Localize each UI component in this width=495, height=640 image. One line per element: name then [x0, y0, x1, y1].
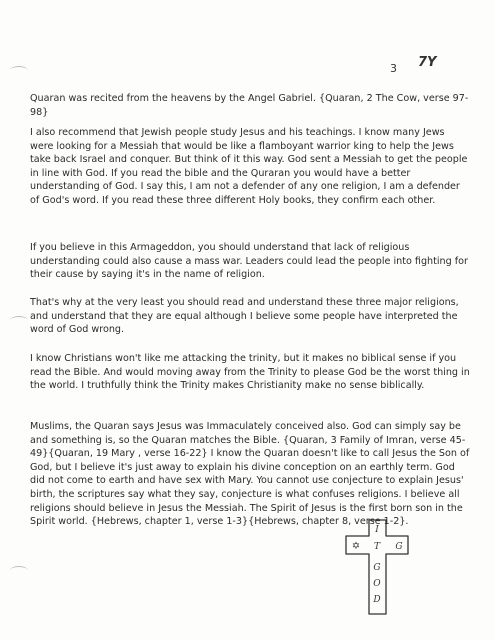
- paragraph: I know Christians won't like me attacking the trinity, but it makes no biblical sense if you read the Bible. And would moving away from the Trinity to please God be the worst thing in the world. I truthfully think the Trinity makes Christianity make no sense biblically.: [30, 353, 470, 392]
- punch-hole-mark: [10, 566, 28, 575]
- paragraph: Quaran was recited from the heavens by the Angel Gabriel. {Quaran, 2 The Cow, verse 97-98}: [30, 93, 469, 118]
- star-of-david-icon: ✡: [351, 541, 361, 552]
- page-number: 3: [390, 62, 397, 75]
- cross-letter-o: O: [373, 579, 381, 589]
- cross-letter-right: G: [395, 542, 403, 552]
- cross-letter-middle: T: [373, 542, 381, 552]
- paragraph: That's why at the very least you should read and understand these three major religions, and understand that they are equal although I believe some people have interpreted the word of God wrong.: [30, 297, 459, 336]
- hand-drawn-cross: [338, 516, 418, 616]
- punch-hole-mark: [10, 316, 28, 325]
- cross-letter-d: D: [373, 595, 381, 605]
- cross-letter-top: I: [375, 525, 379, 535]
- punch-hole-mark: [10, 66, 28, 75]
- paragraph: If you believe in this Armageddon, you should understand that lack of religious understanding could also cause a mass war. Leaders could lead the people into fighting for their cause by saying it's in the name of religion.: [30, 242, 468, 281]
- cross-letter-g: G: [373, 563, 381, 573]
- handwritten-page-annotation: 7Y: [418, 55, 437, 70]
- paragraph: Muslims, the Quaran says Jesus was Immaculately conceived also. God can simply say be and something is, so the Quaran matches the Bible. {Quaran, 3 Family of Imran, verse 45-49}{Quaran, 19 Mary , verse 16-22} I know the Quaran doesn't like to call Jesus the Son of God, but I believe it's just away to explain his divine conception on an earthly term. God did not come to earth and have sex with Mary. You cannot use conjecture to explain Jesus' birth, the scriptures say what they say, conjecture is what confuses religions. I believe all religions should believe in Jesus the Messiah. The Spirit of Jesus is the first born son in the Spirit world. {Hebrews, chapter 1, verse 1-3}{Hebrews, chapter 8, verse 1-2}.: [30, 421, 470, 528]
- paragraph: I also recommend that Jewish people study Jesus and his teachings. I know many Jews were looking for a Messiah that would be like a flamboyant warrior king to help the Jews take back Israel and conquer. But think of it this way. God sent a Messiah to get the people in line with God. If you read the bible and the Quraran you would have a better understanding of God. I say this, I am not a defender of any one religion, I am a defender of God's word. If you read these three different Holy books, they confirm each other.: [30, 127, 468, 206]
